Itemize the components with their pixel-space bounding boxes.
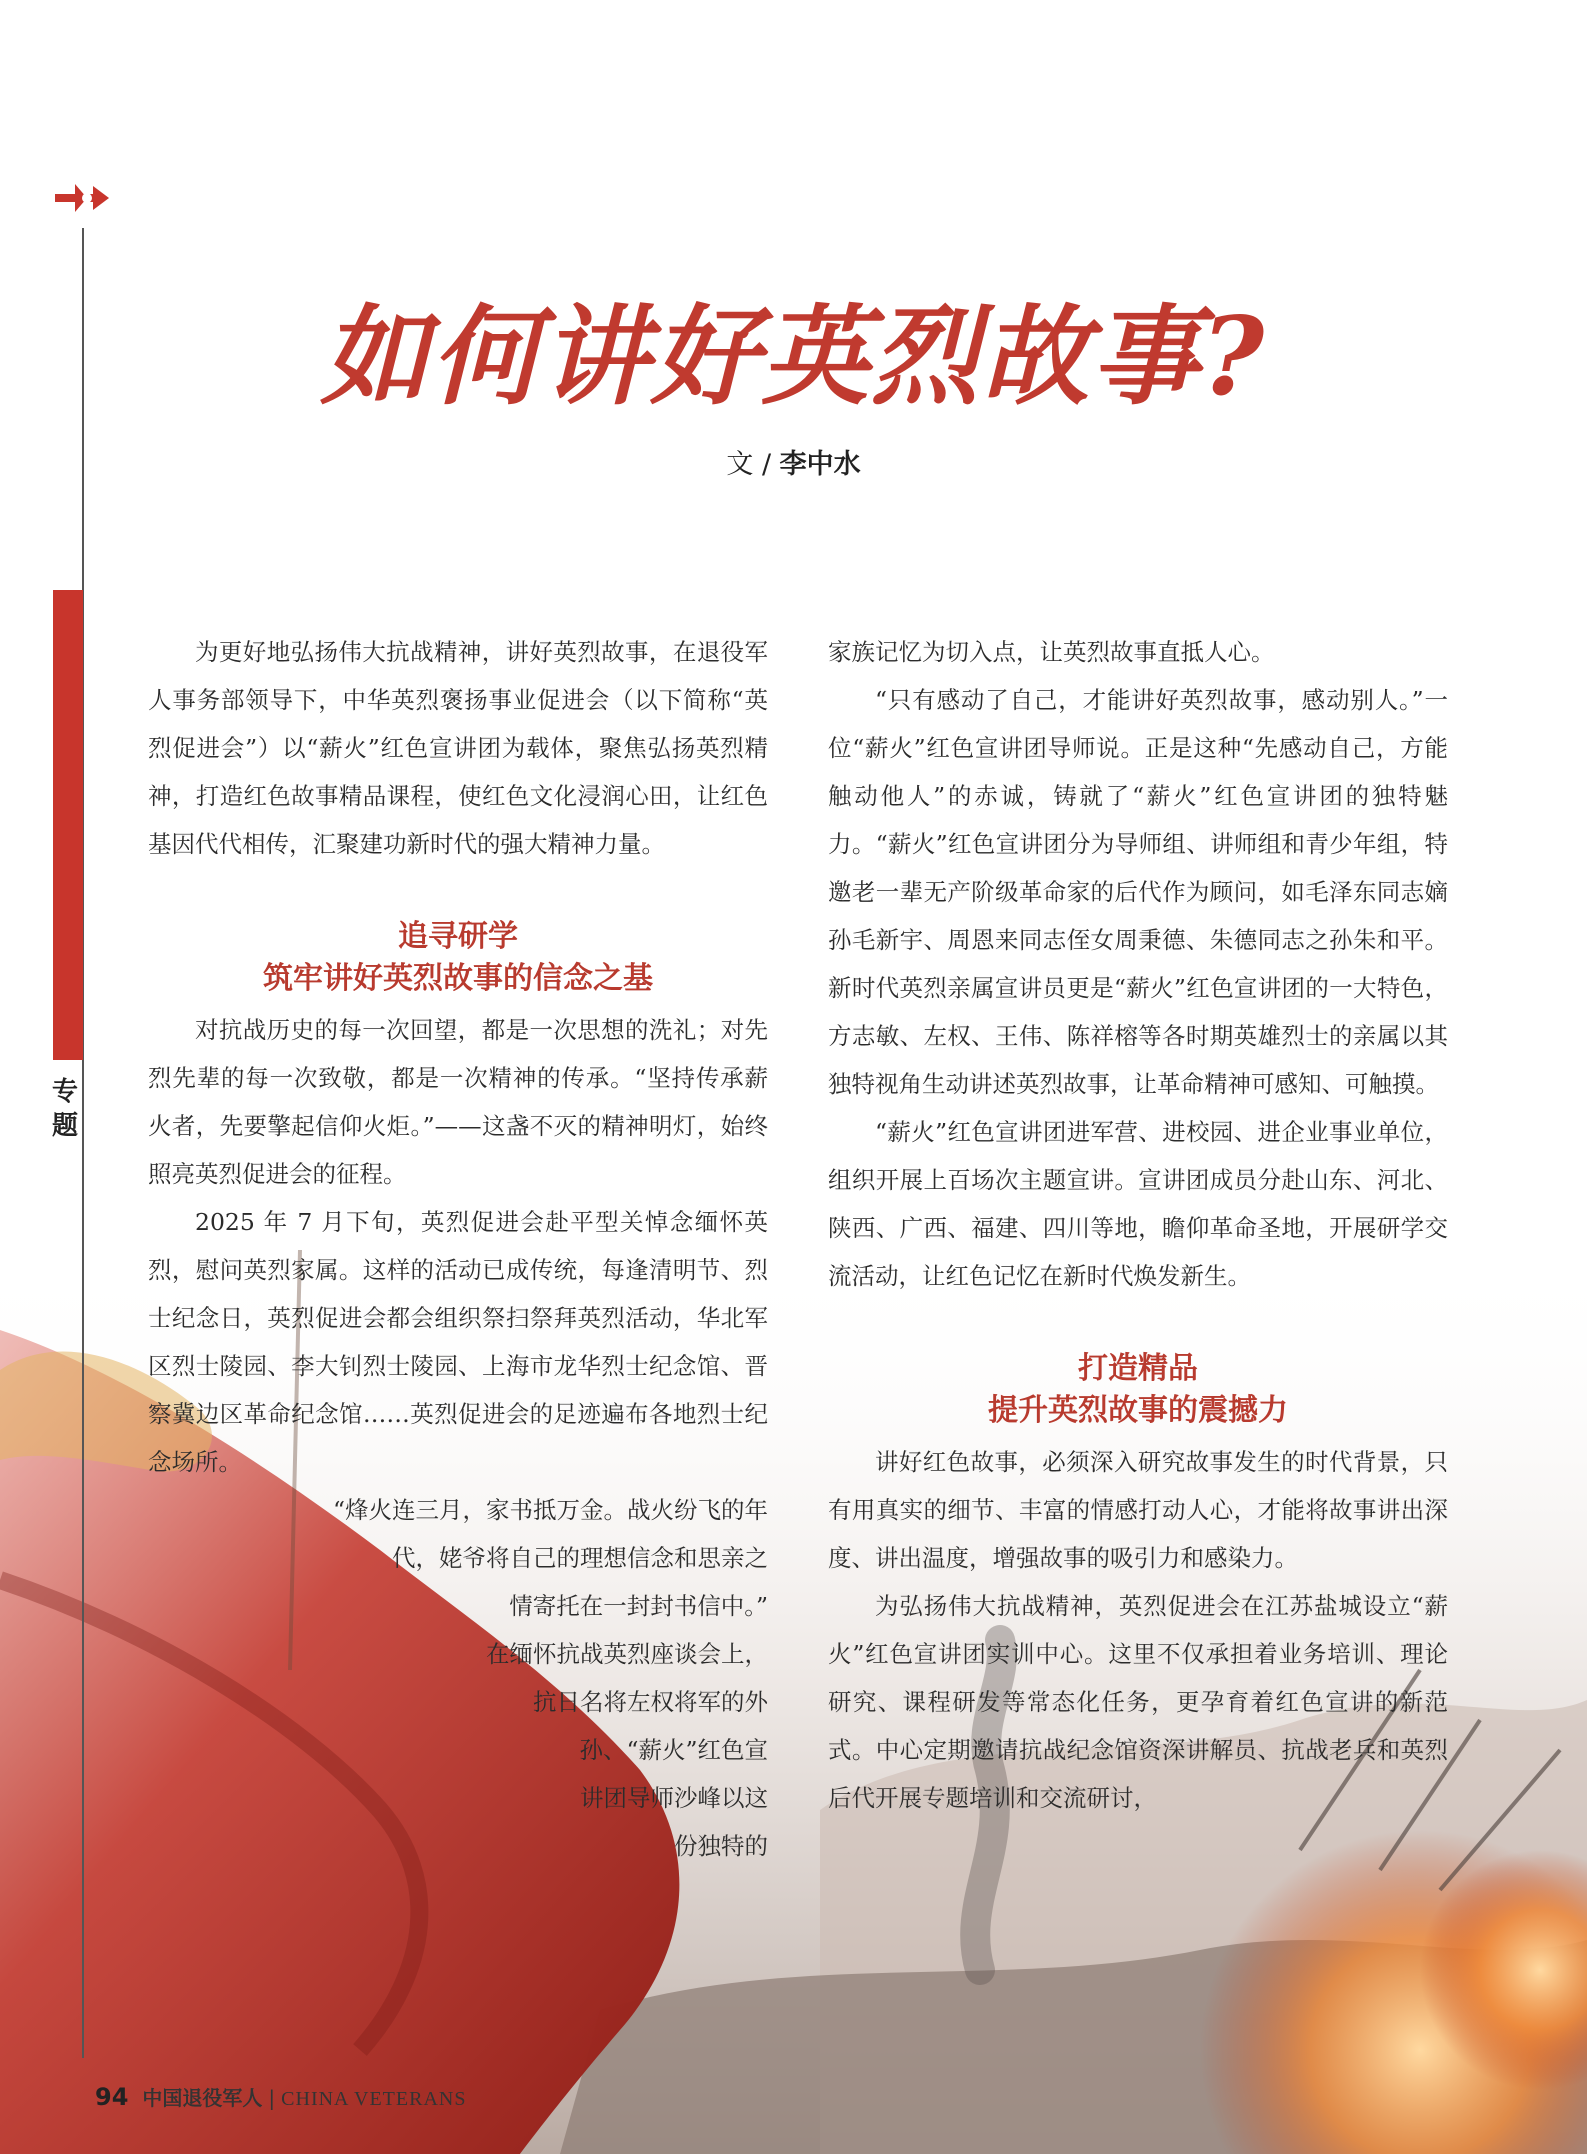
quote-line: 孙、“薪火”红色宣 (579, 1736, 768, 1764)
byline-prefix: 文 / (726, 449, 780, 480)
magazine-name-cn: 中国退役军人 (142, 2086, 263, 2110)
pull-quote (148, 1486, 768, 1870)
section-tag: 专题 (51, 1077, 78, 1141)
margin-rule (82, 228, 84, 2058)
body-paragraph: 为弘扬伟大抗战精神，英烈促进会在江苏盐城设立“薪火”红色宣讲团实训中心。这里不仅承担着业务培训、理论研究、课程研发等常态化任务，更孕育着红色宣讲的新范式。中心定期邀请抗战纪念馆资深讲解员、抗战老兵和英烈后代开展专题培训和交流研讨， (828, 1592, 1448, 1812)
subhead-2 (828, 1348, 1448, 1432)
page-footer (95, 2082, 466, 2111)
body-paragraph: 讲好红色故事，必须深入研究故事发生的时代背景，只有用真实的细节、丰富的情感打动人心，才能将故事讲出深度、讲出温度，增强故事的吸引力和感染力。 (828, 1448, 1448, 1572)
magazine-logo-icon (53, 180, 111, 216)
magazine-name-en: CHINA VETERANS (281, 2088, 467, 2110)
quote-line: 讲团导师沙峰以这 (580, 1784, 768, 1812)
quote-line: 在缅怀抗战英烈座谈会上， (486, 1640, 768, 1668)
left-column (148, 628, 768, 1870)
quote-line: 份独特的 (674, 1832, 768, 1860)
quote-line: 情寄托在一封封书信中。” (509, 1592, 768, 1620)
author-name: 李中水 (779, 449, 861, 480)
subhead-2-line-2: 提升英烈故事的震撼力 (988, 1393, 1288, 1428)
body-paragraph: “薪火”红色宣讲团进军营、进校园、进企业事业单位，组织开展上百场次主题宣讲。宣讲团成员分赴山东、河北、陕西、广西、福建、四川等地，瞻仰革命圣地，开展研学交流活动，让红色记忆在新时代焕发新生。 (828, 1118, 1448, 1290)
quote-line: “烽火连三月，家书抵万金。战火纷飞的年 (332, 1496, 768, 1524)
intro-paragraph: 为更好地弘扬伟大抗战精神，讲好英烈故事，在退役军人事务部领导下，中华英烈褒扬事业促进会（以下简称“英烈促进会”）以“薪火”红色宣讲团为载体，聚焦弘扬英烈精神，打造红色故事精品课程，使红色文化浸润心田，让红色基因代代相传，汇聚建功新时代的强大精神力量。 (148, 638, 768, 858)
body-paragraph: “只有感动了自己，才能讲好英烈故事，感动别人。”一位“薪火”红色宣讲团导师说。正是这种“先感动自己，方能触动他人”的赤诚，铸就了“薪火”红色宣讲团的独特魅力。“薪火”红色宣讲团分为导师组、讲师组和青少年组，特邀老一辈无产阶级革命家的后代作为顾问，如毛泽东同志嫡孙毛新宇、周恩来同志侄女周秉德、朱德同志之孙朱和平。新时代英烈亲属宣讲员更是“薪火”红色宣讲团的一大特色，方志敏、左权、王伟、陈祥榕等各时期英雄烈士的亲属以其独特视角生动讲述英烈故事，让革命精神可感知、可触摸。 (828, 686, 1448, 1098)
quote-line: 代，姥爷将自己的理想信念和思亲之 (392, 1544, 768, 1572)
subhead-1 (148, 916, 768, 1000)
continued-paragraph: 家族记忆为切入点，让英烈故事直抵人心。 (828, 638, 1275, 666)
byline (0, 442, 1587, 481)
margin-red-bar (53, 590, 83, 1060)
subhead-2-line-1: 打造精品 (1078, 1351, 1198, 1386)
page-number: 94 (95, 2083, 129, 2111)
spacer (828, 1300, 1448, 1348)
article-title: 如何讲好英烈故事? (320, 294, 1267, 420)
quote-line: 抗日名将左权将军的外 (533, 1688, 768, 1716)
body-paragraph: 2025 年 7 月下旬，英烈促进会赴平型关悼念缅怀英烈，慰问英烈家属。这样的活动已成传统，每逢清明节、烈士纪念日，英烈促进会都会组织祭扫祭拜英烈活动，华北军区烈士陵园、李大钊烈士陵园、上海市龙华烈士纪念馆、晋察冀边区革命纪念馆……英烈促进会的足迹遍布各地烈士纪念场所。 (148, 1208, 768, 1476)
body-paragraph: 对抗战历史的每一次回望，都是一次思想的洗礼；对先烈先辈的每一次致敬，都是一次精神的传承。“坚持传承薪火者，先要擎起信仰火炬。”——这盏不灭的精神明灯，始终照亮英烈促进会的征程。 (148, 1016, 768, 1188)
subhead-1-line-1: 追寻研学 (398, 919, 518, 954)
spacer (148, 868, 768, 916)
footer-separator: | (268, 2086, 276, 2110)
right-column (828, 628, 1448, 1822)
subhead-1-line-2: 筑牢讲好英烈故事的信念之基 (263, 961, 653, 996)
